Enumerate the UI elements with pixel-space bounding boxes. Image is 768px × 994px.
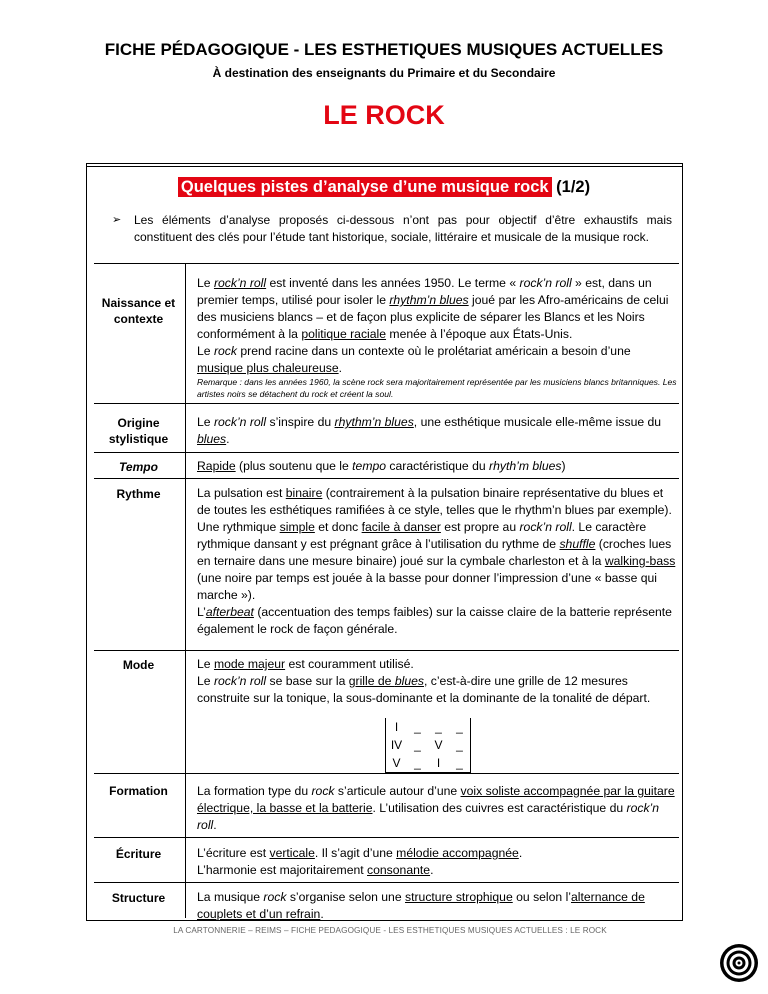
section-title-highlight: Quelques pistes d’analyse d’une musique rock <box>178 177 552 197</box>
table-column-divider <box>185 263 186 918</box>
label-ecriture: Écriture <box>115 847 162 861</box>
table-row-divider <box>94 882 679 883</box>
label-naissance: Naissance et contexte <box>101 296 176 326</box>
grid-cell: _ <box>449 718 471 736</box>
table-row-divider <box>94 403 679 404</box>
label-rythme: Rythme <box>116 487 161 501</box>
table-row-divider <box>94 773 679 774</box>
concentric-circles-logo-icon <box>719 943 759 983</box>
grid-cell: I <box>386 718 408 736</box>
cell-ecriture: L’écriture est verticale. Il s’agit d’une mélodie accompagnée. L’harmonie est majoritairement consonante. <box>197 846 523 877</box>
remark-note: Remarque : dans les années 1960, la scène rock sera majoritairement représentée par les musiciens blancs britanniques. Les artistes noirs se détachent du rock et créent la soul. <box>197 377 677 399</box>
label-tempo: Tempo <box>119 460 158 474</box>
table-row-divider <box>94 452 679 453</box>
main-title: LE ROCK <box>323 100 445 130</box>
label-mode: Mode <box>122 658 155 672</box>
section-title <box>0 178 768 197</box>
document-header-subtitle: À destination des enseignants du Primaire et du Secondaire <box>212 66 556 80</box>
grid-cell: IV <box>386 736 408 754</box>
arrow-bullet-icon: ➢ <box>112 214 122 226</box>
grid-cell: _ <box>414 720 421 734</box>
label-formation: Formation <box>109 784 168 798</box>
label-origine: Origine stylistique <box>108 416 169 446</box>
table-row-divider <box>94 837 679 838</box>
cell-structure: La musique rock s’organise selon une structure strophique ou selon l’alternance de couplets et d’un refrain. <box>197 890 645 921</box>
document-header-title: FICHE PÉDAGOGIQUE - LES ESTHETIQUES MUSIQUES ACTUELLES <box>104 40 664 59</box>
grid-cell: V <box>434 738 443 752</box>
cell-origine: Le rock’n roll s’inspire du rhythm’n blues, une esthétique musicale elle-même issue du blues. <box>197 415 662 446</box>
grid-cell: _ <box>407 754 428 773</box>
page-footer: LA CARTONNERIE – REIMS – FICHE PEDAGOGIQUE - LES ESTHETIQUES MUSIQUES ACTUELLES : LE ROCK <box>173 926 607 935</box>
section-title-suffix: (1/2) <box>556 178 591 196</box>
grid-cell: _ <box>449 736 471 754</box>
cell-formation: La formation type du rock s’articule autour d’une voix soliste accompagnée par la guitare électrique, la basse et la batterie. L’utilisation des cuivres est caractéristique du rock’n roll. <box>197 784 675 832</box>
intro-paragraph <box>112 212 672 246</box>
grid-cell: _ <box>414 738 421 752</box>
grid-cell: V <box>386 754 408 773</box>
frame-double-line <box>86 166 683 169</box>
grid-cell: _ <box>435 720 442 734</box>
table-row-divider <box>94 263 679 264</box>
table-row-divider <box>94 650 679 651</box>
cell-naissance: Le rock’n roll est inventé dans les années 1950. Le terme « rock’n roll » est, dans un premier temps, utilisé pour isoler le rhythm’n blues joué par les Afro-américains de celui des musiciens blancs – et de façon plus explicite de séparer les Blancs et les Noirs conformément à la politique raciale menée à l’époque aux États-Unis. Le rock prend racine dans un contexte où le prolétariat américain a besoin d’une musique plus chaleureuse. <box>197 276 669 375</box>
label-structure: Structure <box>111 891 166 905</box>
blues-grid-table <box>385 718 471 773</box>
cell-tempo: Rapide (plus soutenu que le tempo caractéristique du rhyth’m blues) <box>197 459 566 473</box>
cell-rythme: La pulsation est binaire (contrairement à la pulsation binaire représentative du blues et de toutes les esthétiques ramifiées à ce style, telles que le rhythm’n blues par exemple). Une rythmique simple et donc facile à danser est propre au rock’n roll. Le caractère rythmique dansant y est prégnant grâce à l’utilisation du rythme de shuffle (croches lues en ternaire dans une mesure binaire) joué sur la cymbale charleston et à la walking-bass (une noire par temps est jouée à la basse pour donner l’impression d’une « basse qui marche »). L’afterbeat (accentuation des temps faibles) sur la caisse claire de la batterie représente également le rock de façon générale. <box>197 486 676 636</box>
table-row-divider <box>94 478 679 479</box>
intro-text: Les éléments d’analyse proposés ci-dessous n’ont pas pour objectif d’être exhaustifs mais constituent des clés pour l’étude tant historique, sociale, littéraire et musicale de la musique rock. <box>134 213 672 244</box>
grid-cell: _ <box>449 754 471 773</box>
grid-cell: I <box>428 754 449 773</box>
cell-mode: Le mode majeur est couramment utilisé. Le rock’n roll se base sur la grille de blues, c’est-à-dire une grille de 12 mesures construite sur la tonique, la sous-dominante et la dominante de la tonalité de départ. <box>197 657 651 705</box>
